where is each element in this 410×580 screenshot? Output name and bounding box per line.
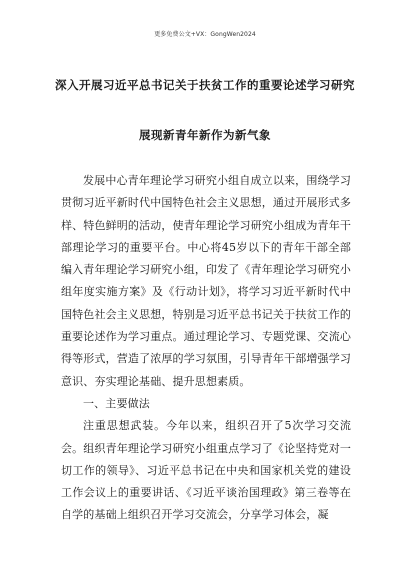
- document-body: [61, 170, 351, 527]
- paragraph-intro: 发展中心青年理论学习研究小组自成立以来，围绕学习贯彻习近平新时代中国特色社会主义思想，通过开展形式多样、特色鲜明的活动，使青年理论学习研究小组成为青年干部理论学习的重要平台。中心将45岁以下的青年干部全部编入青年理论学习研究小组，印发了《青年理论学习研究小组年度实施方案》及《行动计划》，将学习习近平新时代中国特色社会主义思想，特别是习近平总书记关于扶贫工作的重要论述作为学习重点。通过理论学习、专题党课、交流心得等形式，营造了浓厚的学习氛围，引导青年干部增强学习意识、夯实理论基础、提升思想素质。: [61, 174, 351, 388]
- document-subtitle: 展现新青年新作为新气象: [139, 128, 271, 142]
- header-note: 更多免费公文+VX：GongWen2024: [154, 31, 256, 38]
- section-heading: 一、主要做法: [83, 396, 150, 410]
- paragraph-methods: 注重思想武装。今年以来，组织召开了5次学习交流会。组织青年理论学习研究小组重点学习了《论坚持党对一切工作的领导》、习近平总书记在中央和国家机关党的建设工作会议上的重要讲话、《习近平谈治国理政》第三卷等在自学的基础上组织召开学习交流会，分享学习体会，凝: [61, 419, 351, 522]
- document-title: 深入开展习近平总书记关于扶贫工作的重要论述学习研究: [55, 78, 355, 92]
